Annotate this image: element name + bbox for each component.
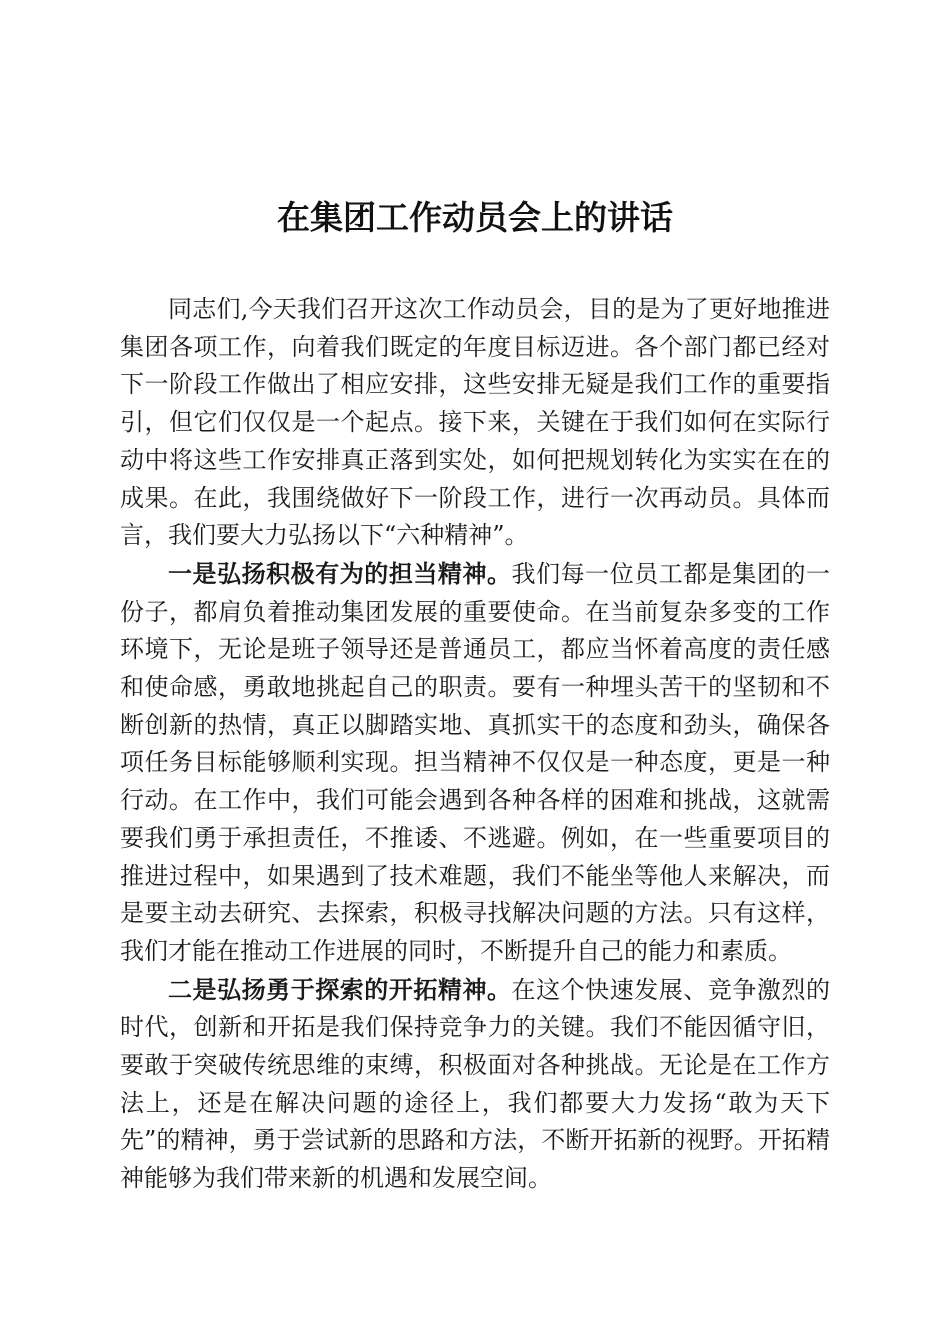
document-title: 在集团工作动员会上的讲话 <box>277 198 673 237</box>
document-body <box>120 291 830 1198</box>
paragraph-text: 同志们,今天我们召开这次工作动员会，目的是为了更好地推进集团各项工作，向着我们既定的年度目标迈进。各个部门都已经对下一阶段工作做出了相应安排，这些安排无疑是我们工作的重要指引，但它们仅仅是一个起点。接下来，关键在于我们如何在实际行动中将这些工作安排真正落到实处，如何把规划转化为实实在在的成果。在此，我围绕做好下一阶段工作，进行一次再动员。具体而言，我们要大力弘扬以下“六种精神”。 <box>120 295 830 550</box>
paragraph-intro <box>120 291 830 555</box>
paragraph-lead: 二是弘扬勇于探索的开拓精神。 <box>168 974 512 1004</box>
paragraph-spirit-2 <box>120 971 830 1198</box>
paragraph-spirit-1 <box>120 555 830 971</box>
paragraph-lead: 一是弘扬积极有为的担当精神。 <box>168 558 512 588</box>
paragraph-text: 在这个快速发展、竞争激烈的时代，创新和开拓是我们保持竞争力的关键。我们不能因循守旧，要敢于突破传统思维的束缚，积极面对各种挑战。无论是在工作方法上，还是在解决问题的途径上，我们都要大力发扬“敢为天下先”的精神，勇于尝试新的思路和方法，不断开拓新的视野。开拓精神能够为我们带来新的机遇和发展空间。 <box>120 975 831 1193</box>
paragraph-text: 我们每一位员工都是集团的一份子，都肩负着推动集团发展的重要使命。在当前复杂多变的工作环境下，无论是班子领导还是普通员工，都应当怀着高度的责任感和使命感，勇敢地挑起自己的职责。要有一种埋头苦干的坚韧和不断创新的热情，真正以脚踏实地、真抓实干的态度和劲头，确保各项任务目标能够顺利实现。担当精神不仅仅是一种态度，更是一种行动。在工作中，我们可能会遇到各种各样的困难和挑战，这就需要我们勇于承担责任，不推诿、不逃避。例如，在一些重要项目的推进过程中，如果遇到了技术难题，我们不能坐等他人来解决，而是要主动去研究、去探索，积极寻找解决问题的方法。只有这样，我们才能在推动工作进展的同时，不断提升自己的能力和素质。 <box>120 559 831 965</box>
